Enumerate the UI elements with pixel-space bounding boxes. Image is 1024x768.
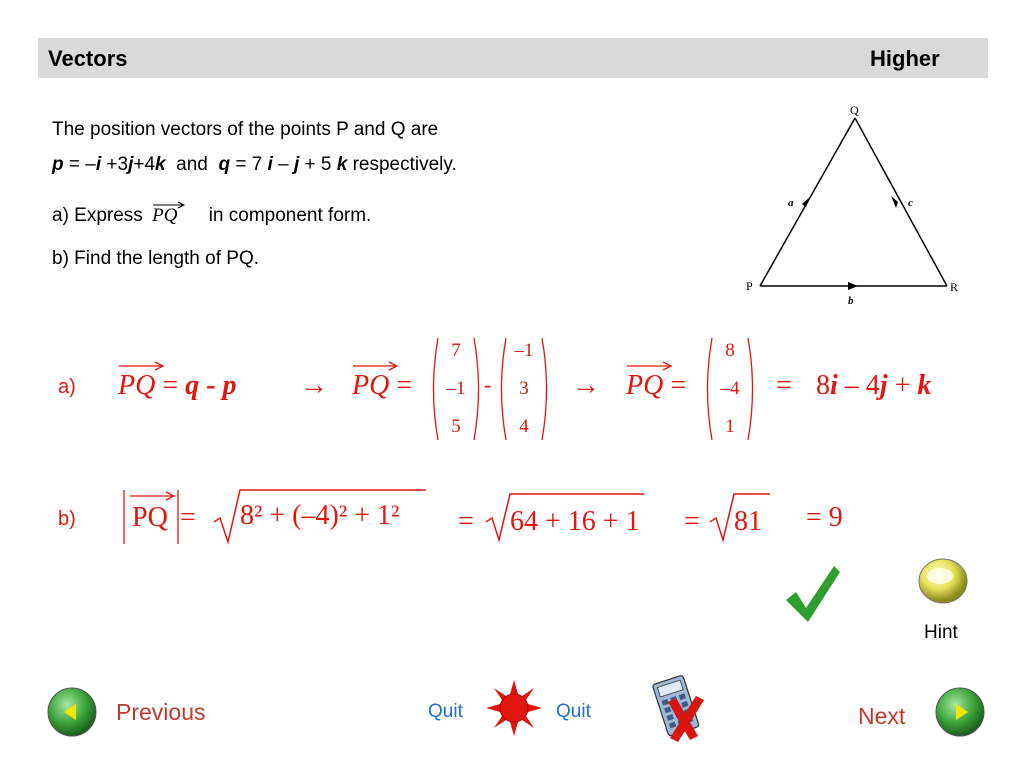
answer-a-step2: PQ = (352, 370, 413, 401)
equals-sign: = (776, 370, 792, 401)
page-title: Vectors (48, 46, 128, 71)
column-q-3: 5 (451, 416, 461, 437)
label-r: R (950, 280, 959, 294)
no-calculator-icon (648, 668, 708, 744)
answer-b-expr3: 81 (734, 506, 762, 537)
hint-bulb-icon[interactable] (916, 556, 970, 606)
answer-a-step3: PQ = (626, 370, 687, 401)
header-bar (38, 38, 988, 78)
answer-b-expr2: 64 + 16 + 1 (510, 506, 640, 537)
minus-sign: - (484, 372, 492, 397)
triangle-diagram (740, 100, 970, 315)
column-result-1: 8 (725, 340, 735, 361)
column-q-1: 7 (451, 340, 461, 361)
column-p-3: 4 (519, 416, 529, 437)
answer-b-label: b) (58, 508, 76, 530)
answer-a-label: a) (58, 376, 76, 398)
question-line-1: The position vectors of the points P and Q are (52, 119, 439, 140)
label-q: Q (850, 103, 859, 117)
next-link[interactable]: Next (858, 703, 906, 729)
question-part-a: a) Express PQ in component form. (52, 204, 371, 228)
column-p-2: 3 (519, 378, 529, 399)
arrow-icon: → (300, 370, 328, 401)
hint-label[interactable]: Hint (924, 622, 958, 643)
answer-b-eq2: = (458, 506, 474, 537)
label-c: c (908, 197, 913, 209)
answer-a-final: 8i – 4j + k (816, 370, 932, 401)
quit-link-left[interactable]: Quit (428, 701, 463, 722)
label-p: P (746, 279, 753, 293)
column-q-2: –1 (446, 378, 466, 399)
answer-b-expr1: 8² + (–4)² + 1² (240, 500, 400, 531)
level-label: Higher (870, 46, 940, 71)
answer-b-pq: PQ (132, 502, 168, 533)
next-button-icon[interactable] (934, 686, 986, 738)
answer-b-eq3: = (684, 506, 700, 537)
question-line-2: p = –i +3j+4k and q = 7 i – j + 5 k respectively. (52, 154, 457, 175)
vector-arrow-icon (152, 200, 186, 210)
question-part-b: b) Find the length of PQ. (52, 248, 260, 269)
check-mark-icon (782, 562, 842, 624)
label-b: b (848, 295, 854, 307)
answer-a-step1: PQ = q - p (118, 370, 237, 401)
label-a: a (788, 197, 794, 209)
column-result-3: 1 (725, 416, 735, 437)
answer-b-result: = 9 (806, 502, 843, 533)
answer-b-eq: = (180, 502, 196, 533)
previous-button-icon[interactable] (46, 686, 98, 738)
quit-link-right[interactable]: Quit (556, 701, 591, 722)
previous-link[interactable]: Previous (116, 699, 206, 725)
quit-sun-icon[interactable] (484, 678, 544, 738)
column-p-1: –1 (514, 340, 534, 361)
column-result-2: –4 (720, 378, 740, 399)
arrow-icon: → (572, 370, 600, 401)
